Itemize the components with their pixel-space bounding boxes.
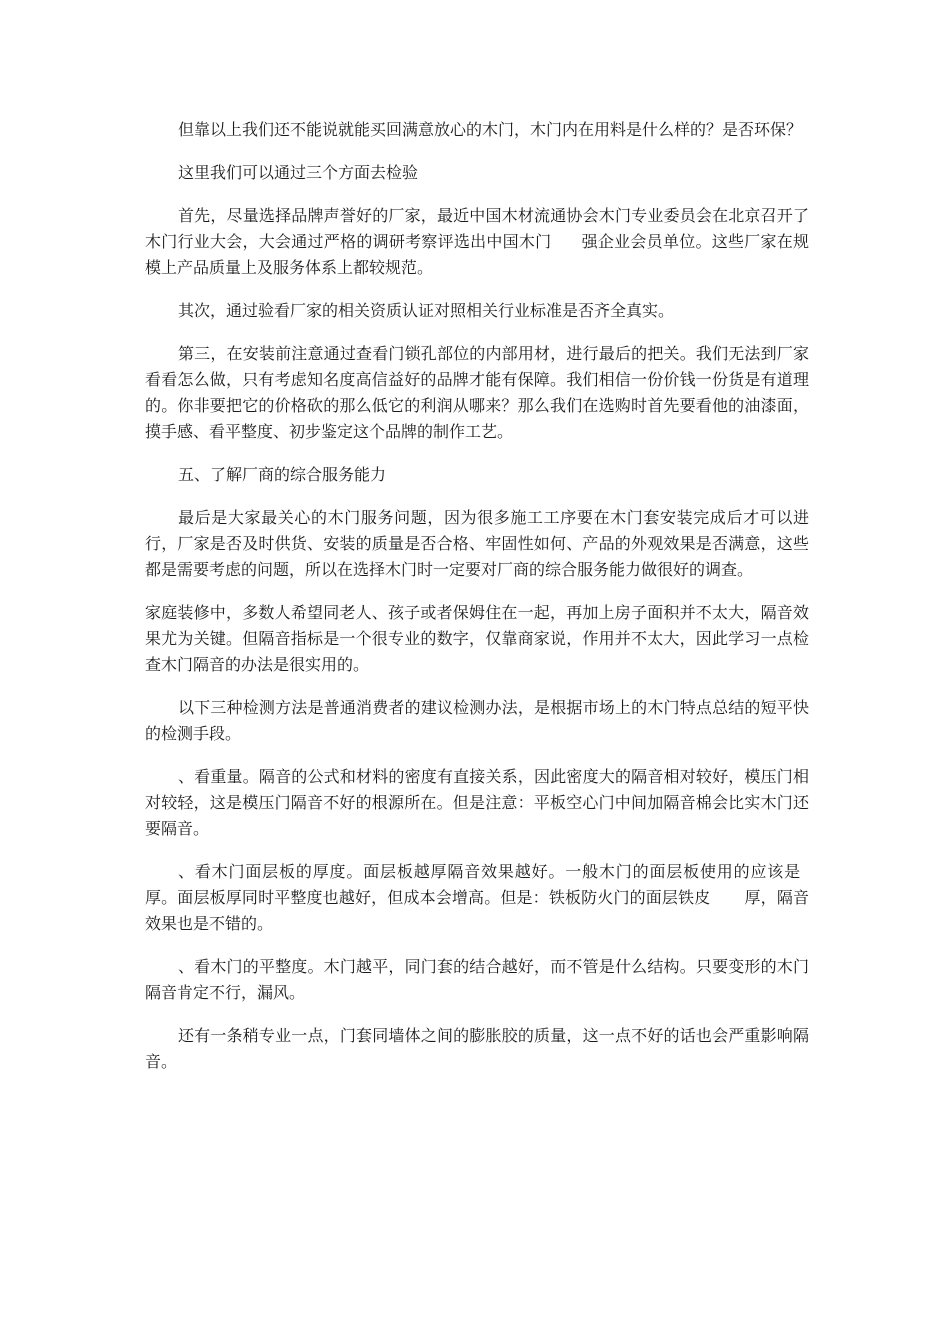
list-item-panel-thickness-part3: 厚，隔音效果也是不错的。 [145,888,809,933]
paragraph-material-question: 但靠以上我们还不能说就能买回满意放心的木门，木门内在用料是什么样的？是否环保？ [178,120,803,139]
paragraph-service-concern: 最后是大家最关心的木门服务问题，因为很多施工工序要在木门套安装完成后才可以进行，厂家是否及时供货、安装的质量是否合格、牢固性如何、产品的外观效果是否满意，这些都是需要考虑的问题，所以在选择木门时一定要对厂商的综合服务能力做很好的调查。 [145,508,809,579]
paragraph-first-brand-part2: 强企业会员单位。这些厂家在规模上产品质量上及服务体系上都较规范。 [145,232,809,277]
paragraph-three-aspects: 这里我们可以通过三个方面去检验 [178,163,419,182]
paragraph-first-brand-part1: 首先，尽量选择品牌声誉好的厂家，最近中国木材流通协会木门专业委员会在北京召开了木门行业大会，大会通过严格的调研考察评选出中国木门 [145,206,809,251]
document-body [145,117,809,1092]
paragraph-second-certification: 其次，通过验看厂家的相关资质认证对照相关行业标准是否齐全真实。 [178,301,675,320]
paragraph-expansion-glue: 还有一条稍专业一点，门套同墙体之间的膨胀胶的质量，这一点不好的话也会严重影响隔音。 [145,1026,809,1071]
list-item-weight: 、看重量。隔音的公式和材料的密度有直接关系，因此密度大的隔音相对较好，模压门相对较轻，这是模压门隔音不好的根源所在。但是注意：平板空心门中间加隔音棉会比实木门还要隔音。 [145,767,809,838]
paragraph-home-soundproofing: 家庭装修中，多数人希望同老人、孩子或者保姆住在一起，再加上房子面积并不太大，隔音效果尤为关键。但隔音指标是一个很专业的数字，仅靠商家说，作用并不太大，因此学习一点检查木门隔音的办法是很实用的。 [145,603,809,674]
section-heading-service: 五、了解厂商的综合服务能力 [178,465,387,484]
list-item-panel-thickness [145,859,809,937]
paragraph-third-inspection: 第三，在安装前注意通过查看门锁孔部位的内部用材，进行最后的把关。我们无法到厂家看看怎么做，只有考虑知名度高信益好的品牌才能有保障。我们相信一份价钱一份货是有道理的。你非要把它的价格砍的那么低它的利润从哪来？那么我们在选购时首先要看他的油漆面，摸手感、看平整度、初步鉴定这个品牌的制作工艺。 [145,344,809,441]
list-item-panel-thickness-part1: 、看木门面层板的厚度。面层板越厚隔音效果越好。一般木门的面层板使用的应该是 [178,862,801,881]
paragraph-test-methods-intro: 以下三种检测方法是普通消费者的建议检测办法，是根据市场上的木门特点总结的短平快的检测手段。 [145,698,809,743]
list-item-flatness: 、看木门的平整度。木门越平，同门套的结合越好，而不管是什么结构。只要变形的木门隔音肯定不行，漏风。 [145,957,809,1002]
list-item-panel-thickness-part2: 厚。面层板厚同时平整度也越好，但成本会增高。但是：铁板防火门的面层铁皮 [145,888,711,907]
paragraph-first-brand [145,203,809,281]
